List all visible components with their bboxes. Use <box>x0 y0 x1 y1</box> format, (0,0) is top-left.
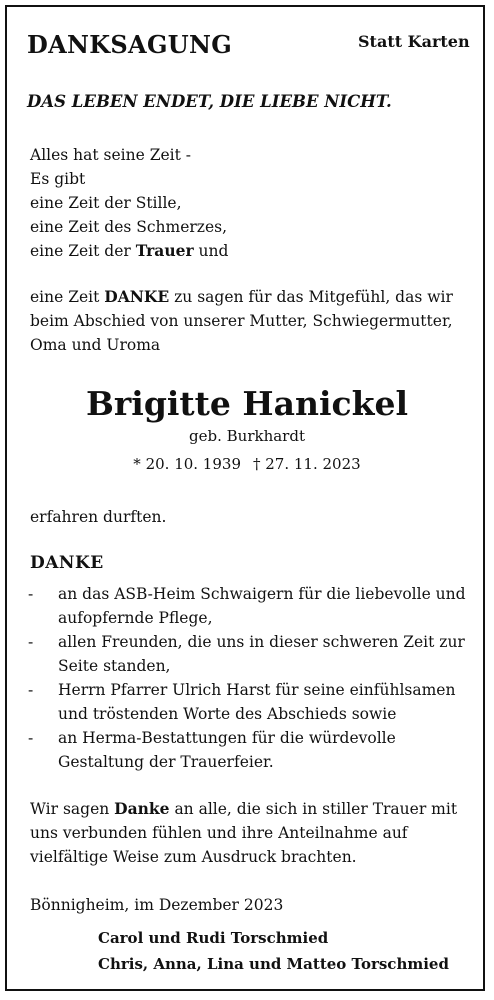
closing-line: vielfältige Weise zum Ausdruck brachten. <box>30 848 357 866</box>
poem-line: Es gibt <box>30 170 86 188</box>
closing-line <box>30 797 457 821</box>
list-item <box>28 630 466 678</box>
list-item <box>28 726 466 774</box>
list-item-line: an Herma-Bestattungen für die würdevolle <box>58 729 396 747</box>
poem-block <box>30 143 228 263</box>
poem-line: eine Zeit der Stille, <box>30 194 182 212</box>
signature-line: Carol und Rudi Torschmied <box>98 929 329 947</box>
notice-title: DANKSAGUNG <box>27 30 233 59</box>
signatures <box>98 925 449 977</box>
dash-bullet: - <box>28 633 34 651</box>
death-date: † 27. 11. 2023 <box>253 455 361 473</box>
poem-line <box>30 239 228 263</box>
birth-date: * 20. 10. 1939 <box>133 455 241 473</box>
list-item <box>28 678 466 726</box>
intro-line: beim Abschied von unserer Mutter, Schwiegermutter, <box>30 312 453 330</box>
intro-bold-word: DANKE <box>104 287 170 306</box>
list-item-line: Herrn Pfarrer Ulrich Harst für seine einfühlsamen <box>58 681 456 699</box>
list-item-line: Gestaltung der Trauerfeier. <box>58 753 274 771</box>
poem-text: eine Zeit der <box>30 242 136 260</box>
danke-heading: DANKE <box>30 553 104 573</box>
motto: DAS LEBEN ENDET, DIE LIEBE NICHT. <box>27 92 392 111</box>
list-item-line: allen Freunden, die uns in dieser schweren Zeit zur <box>58 633 465 651</box>
danke-list <box>28 582 466 774</box>
life-dates <box>0 455 494 473</box>
dash-bullet: - <box>28 681 34 699</box>
intro-text: eine Zeit <box>30 288 105 306</box>
list-item <box>28 582 466 630</box>
list-item-line: Seite standen, <box>58 657 171 675</box>
intro-line <box>30 285 453 309</box>
list-item-line: aufopfernde Pflege, <box>58 609 213 627</box>
signature-line: Chris, Anna, Lina und Matteo Torschmied <box>98 955 449 973</box>
closing-line: uns verbunden fühlen und ihre Anteilnahme auf <box>30 824 408 842</box>
closing-text: an alle, die sich in stiller Trauer mit <box>169 800 458 818</box>
poem-bold-word: Trauer <box>135 241 194 260</box>
deceased-name: Brigitte Hanickel <box>86 384 408 423</box>
erfahren-line: erfahren durften. <box>30 508 167 526</box>
statt-karten-label: Statt Karten <box>358 32 470 51</box>
intro-text: zu sagen für das Mitgefühl, das wir <box>169 288 453 306</box>
place-date: Bönnigheim, im Dezember 2023 <box>30 896 284 914</box>
closing-bold-word: Danke <box>114 799 170 818</box>
dash-bullet: - <box>28 585 34 603</box>
birth-name: geb. Burkhardt <box>189 427 305 445</box>
list-item-line: an das ASB-Heim Schwaigern für die liebevolle und <box>58 585 466 603</box>
closing-block <box>30 797 457 869</box>
poem-text: und <box>193 242 229 260</box>
poem-line: eine Zeit des Schmerzes, <box>30 218 228 236</box>
closing-text: Wir sagen <box>30 800 115 818</box>
dash-bullet: - <box>28 729 34 747</box>
intro-block <box>30 285 453 357</box>
list-item-line: und tröstenden Worte des Abschieds sowie <box>58 705 397 723</box>
poem-line: Alles hat seine Zeit - <box>30 146 192 164</box>
intro-line: Oma und Uroma <box>30 336 161 354</box>
